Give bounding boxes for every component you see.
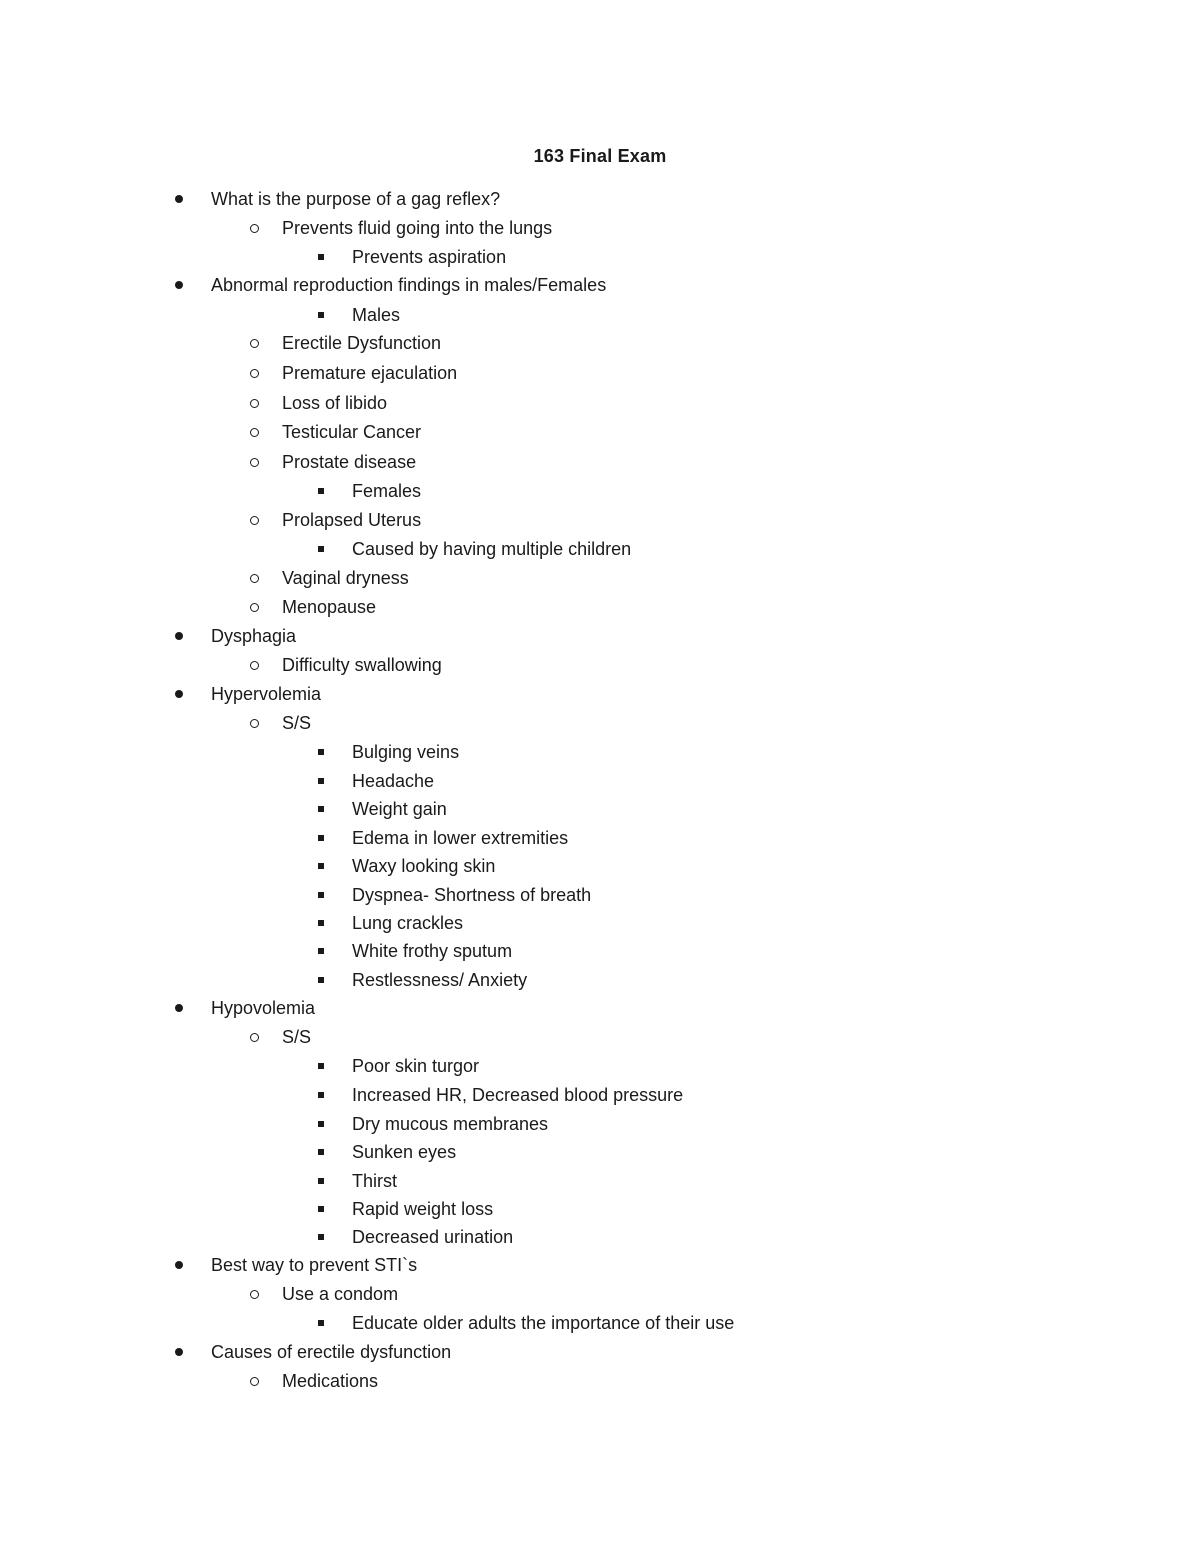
bullet-square-icon [318, 254, 324, 260]
outline-item-text: Abnormal reproduction findings in males/Females [211, 275, 607, 295]
outline-item-text: Educate older adults the importance of their use [352, 1313, 735, 1333]
bullet-circle-icon [250, 1377, 259, 1386]
bullet-dot-icon [175, 1004, 183, 1012]
bullet-circle-icon [250, 574, 259, 583]
bullet-circle-icon [250, 369, 259, 378]
outline-item-text: S/S [282, 1027, 312, 1047]
outline-item-text: Best way to prevent STI`s [211, 1255, 418, 1275]
bullet-circle-icon [250, 661, 259, 670]
outline-item-text: Difficulty swallowing [282, 655, 442, 675]
bullet-square-icon [318, 488, 324, 494]
bullet-dot-icon [175, 690, 183, 698]
bullet-square-icon [318, 1092, 324, 1098]
outline-item-text: Vaginal dryness [282, 568, 409, 588]
bullet-circle-icon [250, 1290, 259, 1299]
outline-item-text: Males [352, 305, 401, 325]
bullet-circle-icon [250, 224, 259, 233]
outline-item-text: Decreased urination [352, 1227, 514, 1247]
outline-item-text: Waxy looking skin [352, 856, 496, 876]
outline-item-text: Dysphagia [211, 626, 297, 646]
bullet-square-icon [318, 863, 324, 869]
outline-item-text: Lung crackles [352, 913, 464, 933]
bullet-square-icon [318, 1063, 324, 1069]
bullet-circle-icon [250, 603, 259, 612]
outline-item-text: Hypervolemia [211, 684, 322, 704]
bullet-square-icon [318, 977, 324, 983]
outline-item-text: Headache [352, 771, 435, 791]
outline-item-text: Prostate disease [282, 452, 417, 472]
outline-item-text: Hypovolemia [211, 998, 316, 1018]
bullet-circle-icon [250, 1033, 259, 1042]
outline-item-text: Caused by having multiple children [352, 539, 632, 559]
outline-item-text: Use a condom [282, 1284, 399, 1304]
document-title: 163 Final Exam [533, 146, 667, 166]
bullet-square-icon [318, 778, 324, 784]
outline-item-text: Menopause [282, 597, 377, 617]
outline-item-text: Increased HR, Decreased blood pressure [352, 1085, 684, 1105]
outline-item-text: S/S [282, 713, 312, 733]
outline-item-text: Edema in lower extremities [352, 828, 569, 848]
bullet-dot-icon [175, 1261, 183, 1269]
bullet-circle-icon [250, 339, 259, 348]
outline-item-text: Rapid weight loss [352, 1199, 494, 1219]
bullet-square-icon [318, 948, 324, 954]
bullet-square-icon [318, 1178, 324, 1184]
bullet-dot-icon [175, 195, 183, 203]
outline-item-text: Testicular Cancer [282, 422, 422, 442]
outline-item-text: Prevents aspiration [352, 247, 507, 267]
bullet-circle-icon [250, 719, 259, 728]
bullet-square-icon [318, 1320, 324, 1326]
outline-item-text: Restlessness/ Anxiety [352, 970, 528, 990]
bullet-square-icon [318, 1234, 324, 1240]
outline-item-text: What is the purpose of a gag reflex? [211, 189, 501, 209]
outline-item-text: Premature ejaculation [282, 363, 458, 383]
bullet-circle-icon [250, 399, 259, 408]
outline-item-text: Thirst [352, 1171, 397, 1191]
bullet-square-icon [318, 546, 324, 552]
bullet-square-icon [318, 806, 324, 812]
bullet-square-icon [318, 312, 324, 318]
outline-item-text: Sunken eyes [352, 1142, 457, 1162]
outline-item-text: Erectile Dysfunction [282, 333, 442, 353]
outline-item-text: Prolapsed Uterus [282, 510, 422, 530]
outline-item-text: Bulging veins [352, 742, 460, 762]
outline-item-text: Medications [282, 1371, 379, 1391]
bullet-square-icon [318, 1206, 324, 1212]
outline-item-text: Poor skin turgor [352, 1056, 480, 1076]
outline-item-text: Causes of erectile dysfunction [211, 1342, 452, 1362]
outline-item-text: Females [352, 481, 422, 501]
bullet-square-icon [318, 1149, 324, 1155]
bullet-square-icon [318, 749, 324, 755]
outline-item-text: Weight gain [352, 799, 447, 819]
bullet-circle-icon [250, 428, 259, 437]
bullet-circle-icon [250, 458, 259, 467]
bullet-dot-icon [175, 1348, 183, 1356]
bullet-square-icon [318, 835, 324, 841]
bullet-square-icon [318, 1121, 324, 1127]
bullet-dot-icon [175, 281, 183, 289]
bullet-square-icon [318, 920, 324, 926]
outline-item-text: Prevents fluid going into the lungs [282, 218, 553, 238]
outline-item-text: Dry mucous membranes [352, 1114, 549, 1134]
outline-item-text: Dyspnea- Shortness of breath [352, 885, 592, 905]
outline-item-text: White frothy sputum [352, 941, 513, 961]
bullet-circle-icon [250, 516, 259, 525]
bullet-square-icon [318, 892, 324, 898]
outline-item-text: Loss of libido [282, 393, 388, 413]
bullet-dot-icon [175, 632, 183, 640]
